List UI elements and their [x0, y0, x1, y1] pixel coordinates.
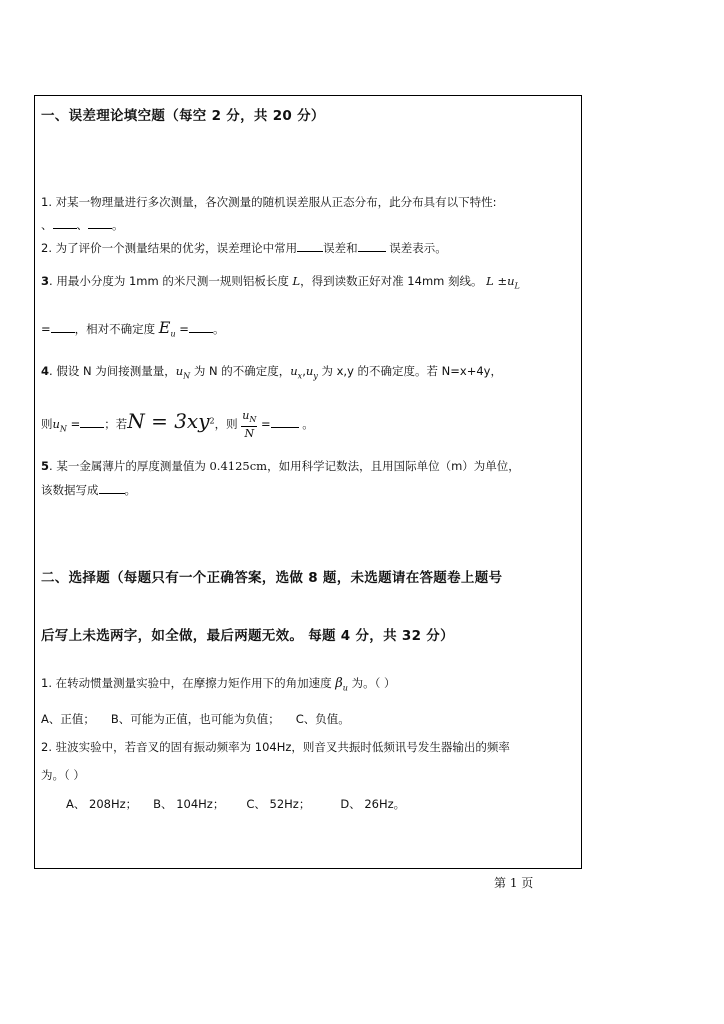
- q2-blank-1: [297, 240, 323, 252]
- s2-q2-option-b: B、 104Hz；: [153, 797, 225, 811]
- q4-then: 则: [41, 417, 53, 432]
- q1-blank-2: [88, 217, 112, 229]
- q3-text2: ，得到读数正好对准 14mm 刻线。: [300, 274, 483, 288]
- q2-blank-2: [358, 240, 386, 252]
- q2-mid: 误差和: [323, 241, 358, 255]
- q4-frac-num: u: [242, 409, 250, 422]
- s2-q2-option-c: C、 52Hz；: [246, 797, 311, 811]
- q1-sep2: 、: [76, 218, 88, 232]
- q4-frac-den: N: [244, 427, 255, 441]
- q4-if: ；若: [104, 417, 128, 432]
- q4-formula: N = 3xy: [127, 409, 210, 434]
- s2-q1-beta-sub: u: [342, 683, 348, 693]
- q4-uy: u: [305, 364, 314, 378]
- q3-eq-start: =: [41, 322, 51, 336]
- q4-uN-sub: N: [183, 371, 191, 381]
- q4-end: 。: [298, 417, 314, 432]
- q3-expr-sub: L: [514, 281, 520, 291]
- q3-expr: L ±u: [486, 274, 515, 288]
- q5-end: 。: [124, 483, 136, 497]
- q5-number: 5: [41, 459, 50, 473]
- q3-number: 3: [41, 274, 50, 288]
- q4-line2: [41, 409, 314, 440]
- q5-blank: [99, 482, 125, 494]
- s2-q1-option-a: A、正值；: [41, 712, 95, 726]
- q3-eq: =: [175, 322, 189, 336]
- q3-mid: ，相对不确定度: [74, 322, 159, 336]
- q4-l2-eq2: =: [257, 417, 271, 432]
- q5-line2-text: 该数据写成: [41, 483, 99, 497]
- q4-uN: u: [175, 364, 184, 378]
- s2-q1-option-b: B、可能为正值，也可能为负值；: [110, 712, 280, 726]
- q4-l2-u: u: [52, 417, 60, 432]
- q3-line1: [41, 273, 520, 294]
- section2-title-line2: 后写上未选两字，如全做，最后两题无效。 每题 4 分，共 32 分）: [41, 628, 454, 644]
- s2-q1-options: [41, 711, 366, 727]
- q4-text: . 假设 N 为间接测量量，: [49, 364, 176, 378]
- s2-q1-beta: β: [335, 676, 343, 691]
- q3-var-L: L: [292, 274, 301, 288]
- s2-q1-line: [41, 675, 396, 696]
- q2-end: 误差表示。: [385, 241, 447, 255]
- q3-E: E: [158, 318, 171, 337]
- q4-l2-eq: =: [66, 417, 81, 432]
- q4-uy-sub: y: [313, 371, 318, 381]
- s2-q1-text: 1. 在转动惯量测量实验中，在摩擦力矩作用下的角加速度: [41, 676, 336, 690]
- s2-q2-line2: 为。（ ）: [41, 768, 85, 782]
- q4-line1: [41, 363, 502, 384]
- q4-blank-2: [271, 416, 299, 428]
- q4-l2-u-sub: N: [59, 424, 67, 434]
- q4-blank-1: [80, 416, 104, 428]
- s2-q1-end: 为。（ ）: [347, 676, 396, 690]
- s2-q2-text: 2. 驻波实验中，若音叉的固有振动频率为 104Hz，则音叉共振时低频讯号发生器输出的频率: [41, 740, 510, 754]
- s2-q2-options: [66, 796, 405, 812]
- q4-formula-sup: 2: [209, 416, 215, 426]
- s2-q2-option-a: A、 208Hz；: [66, 797, 138, 811]
- q3-blank-1: [51, 321, 75, 333]
- q5-text: . 某一金属薄片的厚度测量值为: [49, 459, 210, 473]
- q1-text: 1. 对某一物理量进行多次测量，各次测量的随机误差服从正态分布，此分布具有以下特性:: [41, 195, 497, 209]
- q1-continuation: [41, 217, 124, 233]
- q3-line2: [41, 320, 224, 342]
- section2-title-line1: 二、选择题（每题只有一个正确答案，选做 8 题，未选题请在答题卷上题号: [41, 570, 503, 586]
- q4-ux: u: [290, 364, 298, 378]
- q4-number: 4: [41, 364, 50, 378]
- s2-q1-option-c: C、负值。: [295, 712, 350, 726]
- q1-end: 。: [112, 218, 124, 232]
- q4-comma: ,: [302, 364, 306, 378]
- q4-then2: ，则: [214, 417, 238, 432]
- q1-sep1: 、: [41, 218, 53, 232]
- s2-q2-option-d: D、 26Hz。: [340, 797, 406, 811]
- q2-line: [41, 240, 447, 256]
- page-number: 第 1 页: [494, 876, 534, 890]
- q5-line1: [41, 458, 520, 474]
- q3-blank-2: [189, 321, 213, 333]
- q4-ux-sub: x: [297, 371, 303, 381]
- q3-end: 。: [212, 322, 225, 336]
- q3-text: . 用最小分度为 1mm 的米尺测一规则铝板长度: [49, 274, 293, 288]
- q5-value: 0.4125cm: [209, 459, 268, 473]
- q4-text3: 为 x,y 的不确定度。若 N=x+4y，: [317, 364, 502, 378]
- q4-frac-num-sub: N: [249, 415, 257, 425]
- q1-blank-1: [53, 217, 77, 229]
- q3-E-sub: u: [170, 329, 176, 339]
- q4-fraction: [241, 409, 257, 440]
- q5-text2: ，如用科学记数法，且用国际单位（m）为单位，: [267, 459, 520, 473]
- q2-text: 2. 为了评价一个测量结果的优劣，误差理论中常用: [41, 241, 298, 255]
- q5-line2: [41, 482, 136, 498]
- q4-text2: 为 N 的不确定度，: [190, 364, 291, 378]
- section1-title: 一、误差理论填空题（每空 2 分，共 20 分）: [41, 108, 325, 124]
